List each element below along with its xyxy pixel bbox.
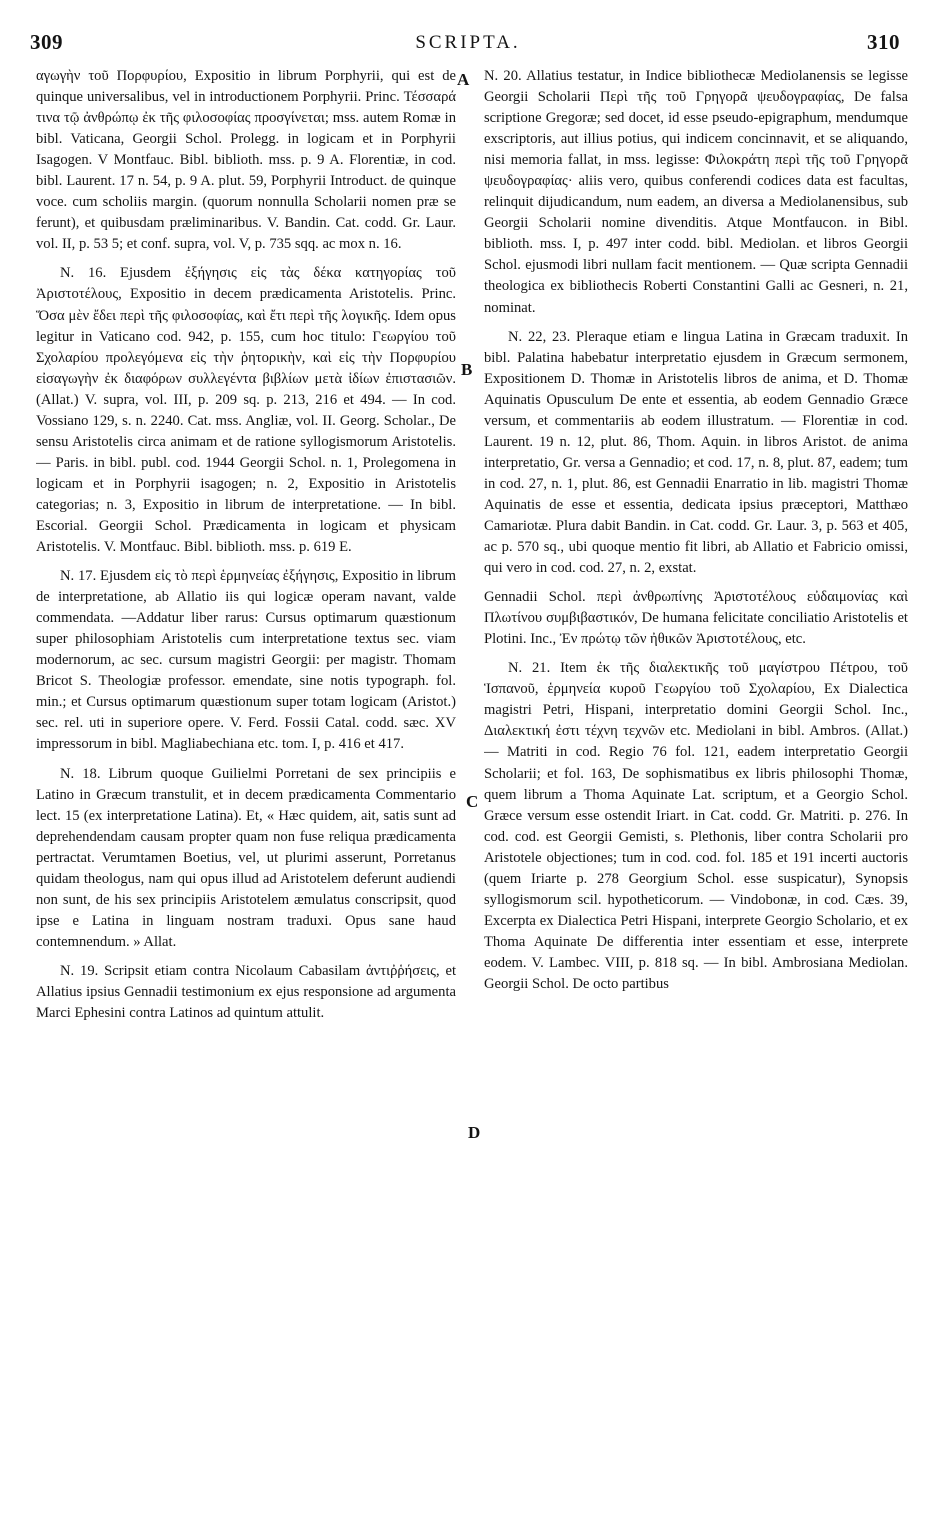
left-column: [36, 66, 456, 1506]
paragraph: N. 21. Item ἐκ τῆς διαλεκτικῆς τοῦ μαγίστρου Πέτρου, τοῦ Ἱσπανοῦ, ἑρμηνεία κυροῦ Γεωργίου τοῦ Σχολαρίου, Ex Dialectica magistri Petri, Hispani, interpretatio domini Georgii Schol. Inc., Διαλεκτική ἐστι τέχνη τεχνῶν etc. Mediolani in bibl. Ambros. (Allat.) — Matriti in cod. Regio 76 fol. 121, eadem interpretatio Georgii Scholarii; et fol. 163, De sophismatibus ex libris philosophi Thomæ, quem librum a Thoma Aquinate Lat. scriptum, et a Georgio Schol. Græce versum esse ostendit Iriart. in Cat. codd. Gr. Matriti. p. 276. In cod. cod. est Georgii Gemisti, s. Plethonis, liber contra Scholarii pro Aristotele objectiones; tum in cod. cod. fol. 185 et 191 incerti auctoris (quem Iriarte p. 278 Georgium Schol. esse suspicatur), Synopsis syllogismorum scil. hypotheticorum. — Vindobonæ, in cod. Cæs. 39, Excerpta ex Dialectica Petri Hispani, interprete Georgio Scholario, et ex Thoma Aquinate De differentia inter essentiam et esse, interprete eodem. V. Lambec. VIII, p. 818 sq. — In bibl. Ambrosiana Mediolan. Georgii Schol. De octo partibus: [484, 660, 908, 992]
margin-letter: C: [466, 792, 479, 811]
paragraph: N. 18. Librum quoque Guilielmi Porretani de sex principiis e Latino in Græcum transtulit, et in decem prædicamenta Commentario lect. 15 (ex interpretatione Latina). Et, « Hæc quidem, ait, satis sunt ad deprehendendam causam propter quam non fuse reliqua prædicamenta pertractat. Verumtamen Boetius, vel, ut plurimi asserunt, Porretanus quidam theologus, nam qui opus illud ad Aristotelem deferunt audiendi non sunt, de his sex principiis Aristotelem æmulatus conscripsit, quod ipse e Latina in linguam nostram traduxi. Opus sane haud contemnendum. » Allat.: [36, 765, 456, 950]
paragraph: Gennadii Schol. περὶ ἀνθρωπίνης Ἀριστοτέλους εὐδαιμονίας καὶ Πλωτίνου συμβιβαστικόν, De humana felicitate conciliatio Aristotelis et Plotini. Inc., Ἐν πρώτῳ τῶν ἠθικῶν Ἀριστοτέλους, etc.: [484, 589, 908, 648]
margin-letter: B: [461, 360, 473, 379]
paragraph: N. 16. Ejusdem ἐξήγησις εἰς τὰς δέκα κατηγορίας τοῦ Ἀριστοτέλους, Expositio in decem prædicamenta Aristotelis. Princ. Ὅσα μὲν ἔδει περὶ τῆς φιλοσοφίας, καὶ ἔτι περὶ τῆς λογικῆς. Idem opus legitur in Vaticano cod. 942, p. 155, cum hoc titulo: Γεωργίου τοῦ Σχολαρίου προλεγόμενα εἰς τὴν ῥητορικὴν, καὶ εἰς τὴν Πορφυρίου εἰσαγωγὴν ἐκ διαφόρων συλλεγέντα βιβλίων μετὰ ἰδίων ἐπιστασιῶν. (Allat.) V. supra, vol. III, p. 209 sq. p. 213, 216 et 494. — In cod. Vossiano 129, s. n. 2240. Cat. mss. Angliæ, vol. II. Georg. Scholar., De sensu Aristotelis circa animam et de ratione syllogismorum Aristotelis. — Paris. in bibl. publ. cod. 1944 Georgii Schol. n. 1, Prolegomena in logicam et in Porphyrii isagogen; n. 2, Expositio in Aristotelis categorias; n. 3, Expositio in librum de interpretatione. — In bibl. Escorial. Georgii Schol. Prædicamenta in logicam et physicam Aristotelis. V. Montfauc. Bibl. biblioth. mss. p. 619 E.: [36, 265, 456, 556]
page-header: [30, 30, 906, 60]
margin-letter: D: [468, 1123, 481, 1142]
paragraph: αγωγὴν τοῦ Πορφυρίου, Expositio in librum Porphyrii, qui est de quinque universalibus, vel in introductionem Porphyrii. Princ. Τέσσαρά τινα τῷ ἀνθρώπῳ ἐκ τῆς φιλοσοφίας προσγίνεται; mss. autem Romæ in bibl. Vaticana, Georgii Schol. Prolegg. in logicam et in Porphyrii Isagogen. V Montfauc. Bibl. biblioth. mss. p. 9 A. Florentiæ, in cod. bibl. Laurent. 17 n. 54, p. 9 A. plut. 59, Porphyrii Introduct. de quinque voce. cum scholiis margin. (quorum nonnulla Scholarii nomen præ se ferunt), et quibusdam præliminaribus. V. Bandin. Cat. codd. Gr. Laur. vol. II, p. 53 5; et conf. supra, vol. V, p. 735 sqq. ac mox n. 16.: [36, 68, 456, 253]
paragraph: N. 19. Scripsit etiam contra Nicolaum Cabasilam ἀντιῤῥήσεις, et Allatius ipsius Gennadii testimonium ex ejus responsione ad argumenta Marci Ephesini contra Latinos ad quintum attulit.: [36, 962, 456, 1022]
paragraph: N. 22, 23. Pleraque etiam e lingua Latina in Græcam traduxit. In bibl. Palatina habebatur interpretatio ejusdem in Græcum sermonem, Expositionem D. Thomæ in Aristotelis libros de anima, et D. Thomæ Aquinatis Opusculum De ente et essentia, ab eodem Gennadio Græce versum, et commentariis ab eodem illustratum. — Florentiæ in cod. Laurent. 19 n. 12, plut. 86, Thom. Aquin. in libros Aristot. de anima interpretatio, Gr. versa a Gennadio; et cod. 17, n. 8, plut. 87, eadem; tum in cod. 27, n. 1, plut. 86, est Gennadii Enarratio in lib. magistri Thomæ Aquinatis de esse et essentia, dedicata ipsius præceptori, Matthæo Camariotæ. Plura dabit Bandin. in Cat. codd. Gr. Laur. 3, p. 563 et 405, ac p. 570 sq., ubi quoque mentio fit libri, ab Allatio et Fabricio omissi, qui vero in cod. cod. 27, n. 2, exstat.: [484, 328, 908, 577]
right-column: [484, 66, 908, 1506]
margin-letter: A: [457, 70, 470, 89]
page-number-right: 310: [867, 30, 900, 54]
paragraph: N. 20. Allatius testatur, in Indice bibliothecæ Mediolanensis se legisse Georgii Scholarii Περὶ τῆς τοῦ Γρηγορᾶ ψευδογραφίας, De falsa scriptione Gregoræ; sed docet, id esse pseudo-epigraphum, mendumque exscriptoris, aut illius potius, qui indicem concinnavit, et se aliquando, nisi memoria fallat, in mss. legisse: Φιλοκράτη περὶ τῆς τοῦ Γρηγορᾶ ψευδογραφίας· aliis vero, quibus conferendi codices data est facultas, relinquit dijudicandum, num eadem, an diversa a Mediolanensibus, sub Georgii Scholarii nomine divenditis. Atque Montfaucon. in Bibl. biblioth. mss. I, p. 497 inter codd. bibl. Mediolan. et libros Georgii Schol. ejusmodi libri nullam facit mentionem. — Quæ scripta Gennadii theologica ex bibliothecis Roberti Constantini Galli ac Gesneri, n. 21, nominat.: [484, 68, 908, 316]
page-number-left: 309: [30, 30, 63, 54]
running-title: SCRIPTA.: [415, 32, 521, 53]
paragraph: N. 17. Ejusdem εἰς τὸ περὶ ἑρμηνείας ἐξήγησις, Expositio in librum de interpretatione, ab Allatio iis qui logicæ operam navant, valde commendata. —Addatur liber rarus: Cursus optimarum quæstionum super philosophiam Aristotelis cum interpretatione textus sec. viam modernorum, ac sec. cursum magistri Georgii: per magistr. Thomam Bricot S. Theologiæ professor. emendate, sine notis typograph. fol. min.; et Cursus optimarum quæstionum super totam logicam (Aristot.) sec. rel. uti in superiore opere. V. Ferd. Fossii Catal. codd. sæc. XV impressorum in bibl. Magliabechiana etc. tom. I, p. 416 et 417.: [36, 568, 456, 753]
